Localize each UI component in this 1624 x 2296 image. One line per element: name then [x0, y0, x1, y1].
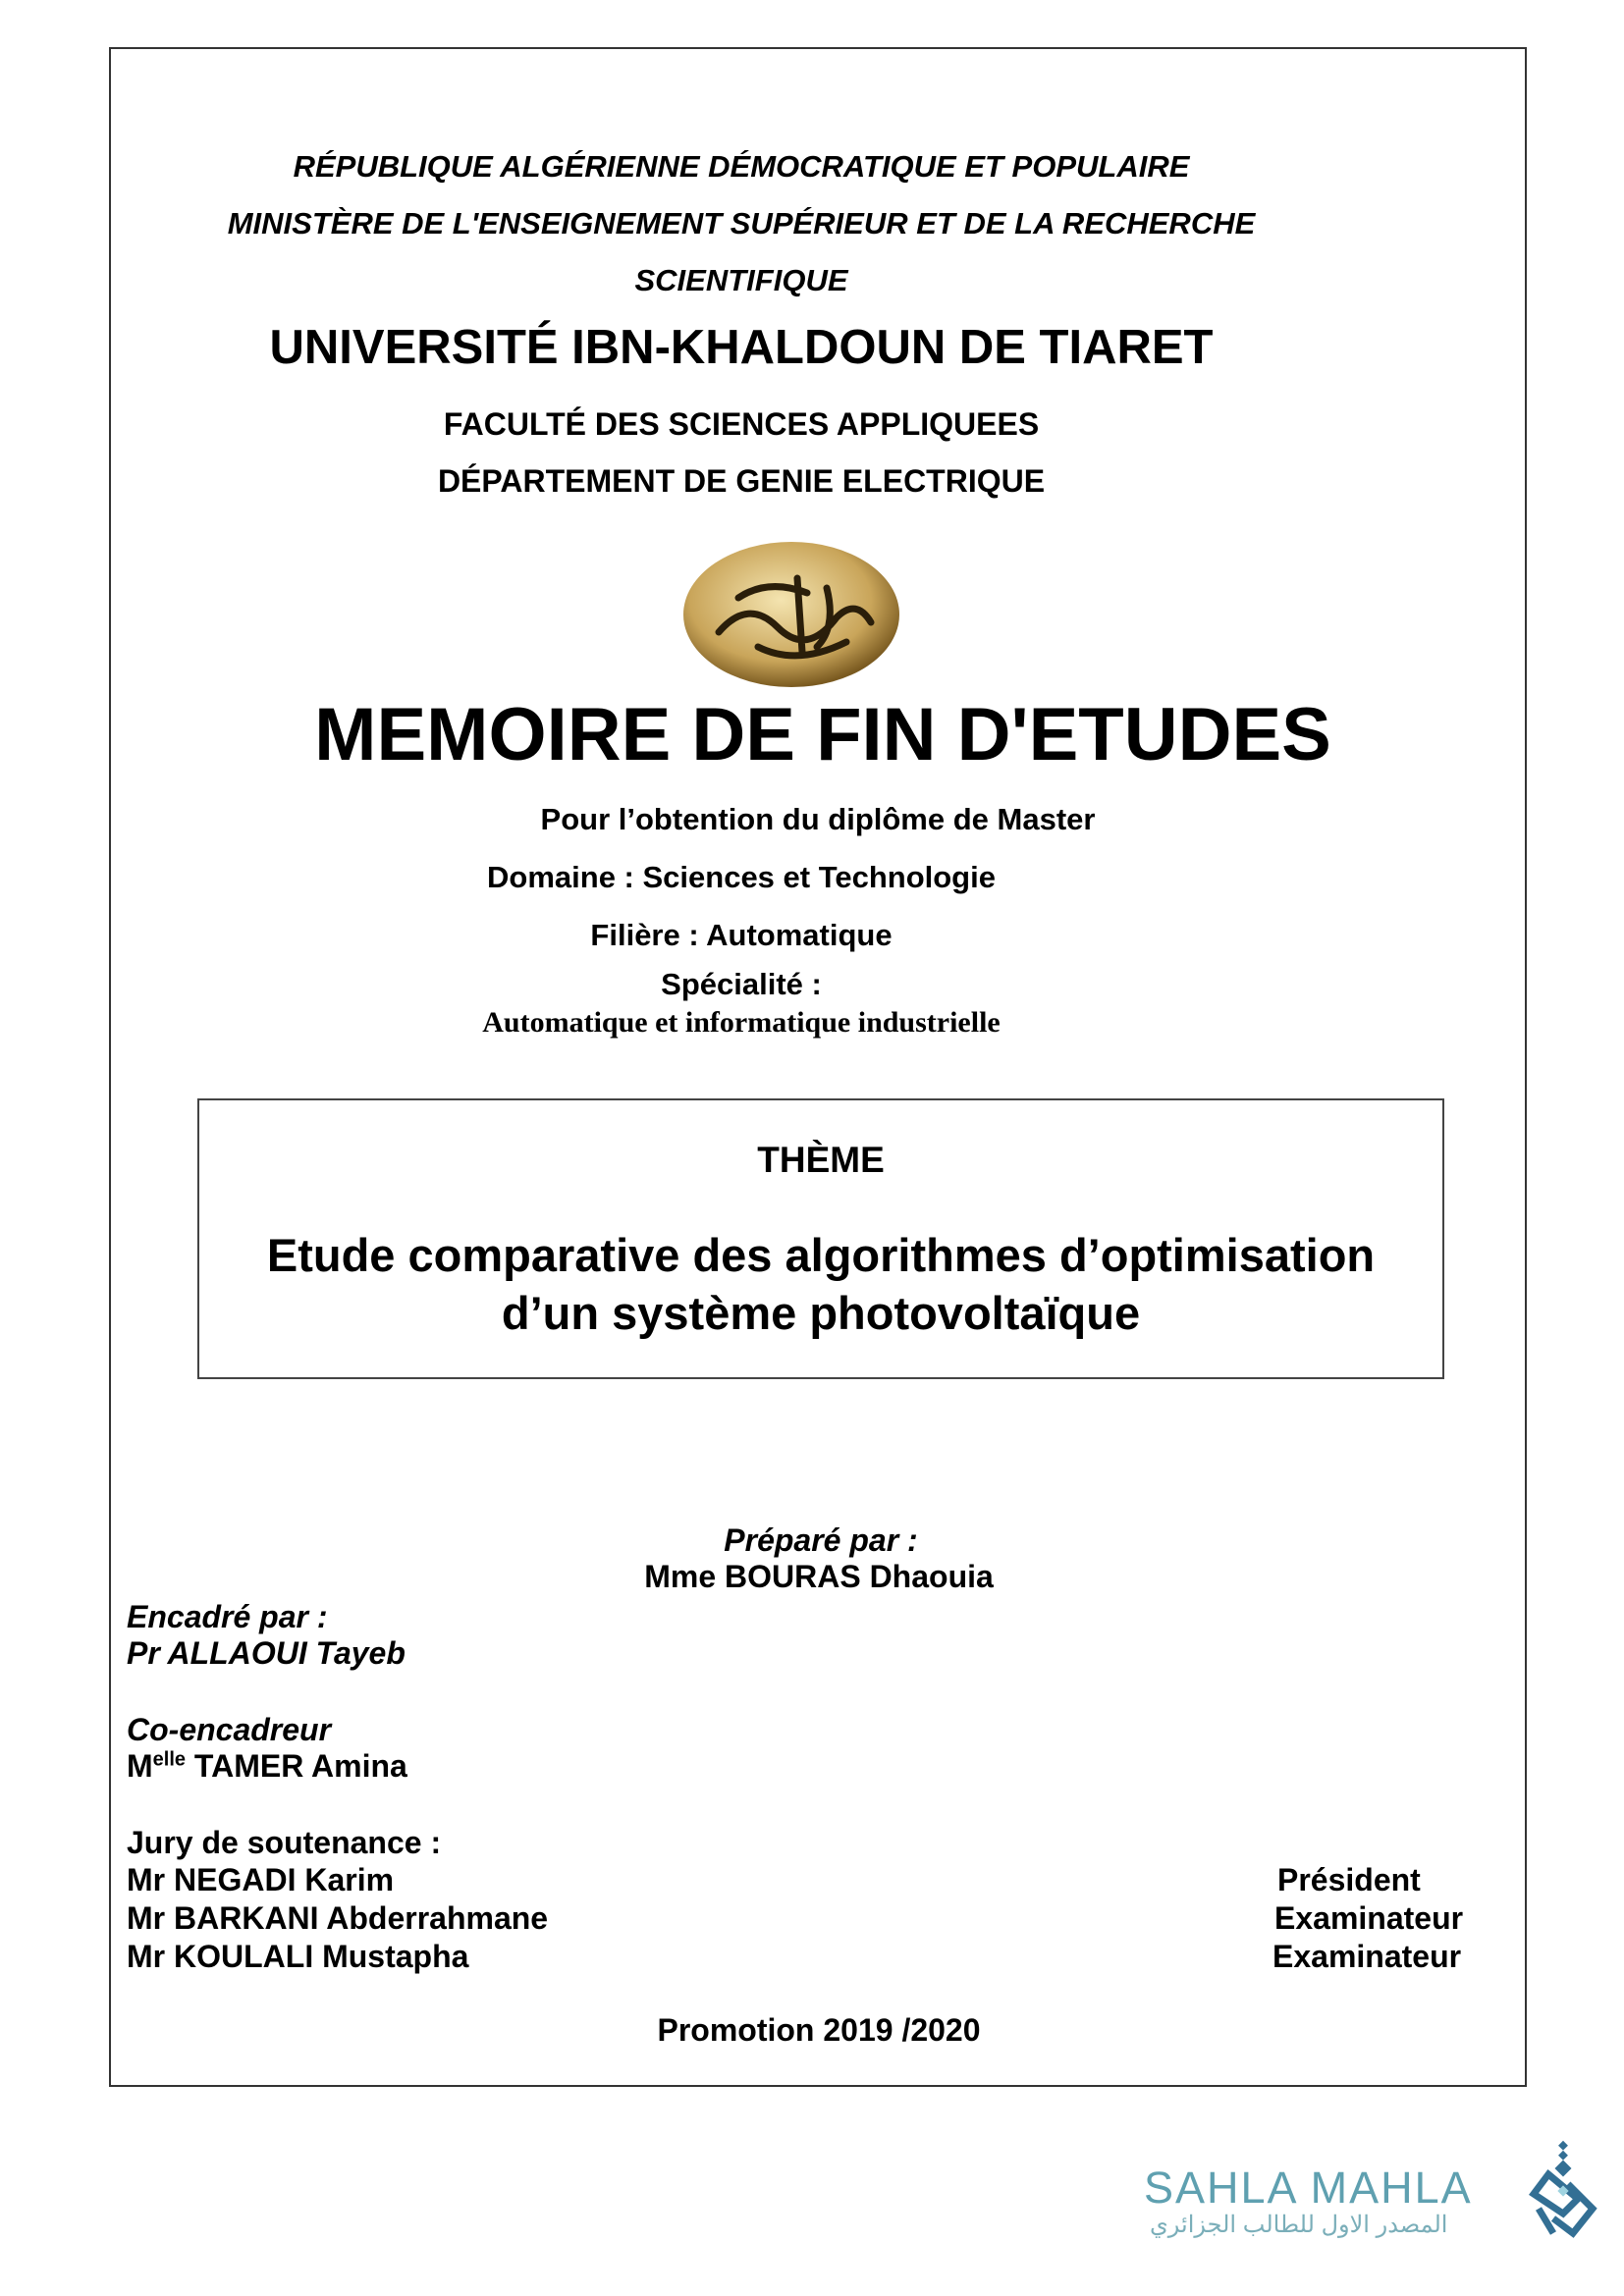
ministry-heading-cont: SCIENTIFIQUE: [634, 263, 848, 297]
university-logo: [679, 539, 903, 691]
document-title: MEMOIRE DE FIN D'ETUDES: [314, 693, 1331, 776]
faculty-name: FACULTÉ DES SCIENCES APPLIQUEES: [443, 406, 1040, 442]
ministry-heading: MINISTÈRE DE L'ENSEIGNEMENT SUPÉRIEUR ET DE LA RECHERCHE: [227, 206, 1256, 240]
jury-member-role: Examinateur: [1274, 1900, 1464, 1936]
jury-member-name: Mr KOULALI Mustapha: [127, 1939, 469, 1974]
domain-line: Domaine : Sciences et Technologie: [487, 860, 996, 894]
republic-heading: RÉPUBLIQUE ALGÉRIENNE DÉMOCRATIQUE ET POPULAIRE: [293, 149, 1190, 184]
jury-label: Jury de soutenance :: [127, 1825, 442, 1860]
theme-title-line1: Etude comparative des algorithmes d’optimisation: [266, 1229, 1376, 1281]
prepared-label: Préparé par :: [724, 1522, 918, 1558]
university-name: UNIVERSITÉ IBN-KHALDOUN DE TIARET: [269, 321, 1214, 374]
supervisor-label: Encadré par :: [127, 1599, 328, 1634]
jury-member-role: Président: [1277, 1862, 1421, 1897]
supervisor-name: Pr ALLAOUI Tayeb: [127, 1635, 406, 1671]
jury-member-name: Mr BARKANI Abderrahmane: [127, 1900, 549, 1936]
prepared-name: Mme BOURAS Dhaouia: [644, 1559, 994, 1594]
filiere-line: Filière : Automatique: [590, 918, 893, 952]
sahla-mahla-logo-icon: [1529, 2140, 1597, 2238]
watermark-tagline: المصدر الاول للطالب الجزائري: [1150, 2212, 1448, 2238]
cosupervisor-label: Co-encadreur: [127, 1712, 332, 1747]
title-prefix: M: [127, 1748, 153, 1784]
cosupervisor-name: [127, 1748, 407, 1785]
cosupervisor-fullname: TAMER Amina: [186, 1748, 407, 1784]
theme-title-line2: d’un système photovoltaïque: [501, 1287, 1141, 1339]
jury-member-role: Examinateur: [1272, 1939, 1462, 1974]
watermark-brand: SAHLA MAHLA: [1144, 2163, 1473, 2213]
jury-member-name: Mr NEGADI Karim: [127, 1862, 395, 1897]
diploma-line: Pour l’obtention du diplôme de Master: [540, 802, 1096, 836]
specialite-label: Spécialité :: [661, 967, 822, 1001]
promotion-year: Promotion 2019 /2020: [657, 2012, 981, 2048]
title-superscript: elle: [152, 1748, 187, 1771]
theme-label: THÈME: [757, 1140, 885, 1180]
department-name: DÉPARTEMENT DE GENIE ELECTRIQUE: [437, 463, 1046, 499]
specialite-value: Automatique et informatique industrielle: [482, 1006, 1001, 1039]
